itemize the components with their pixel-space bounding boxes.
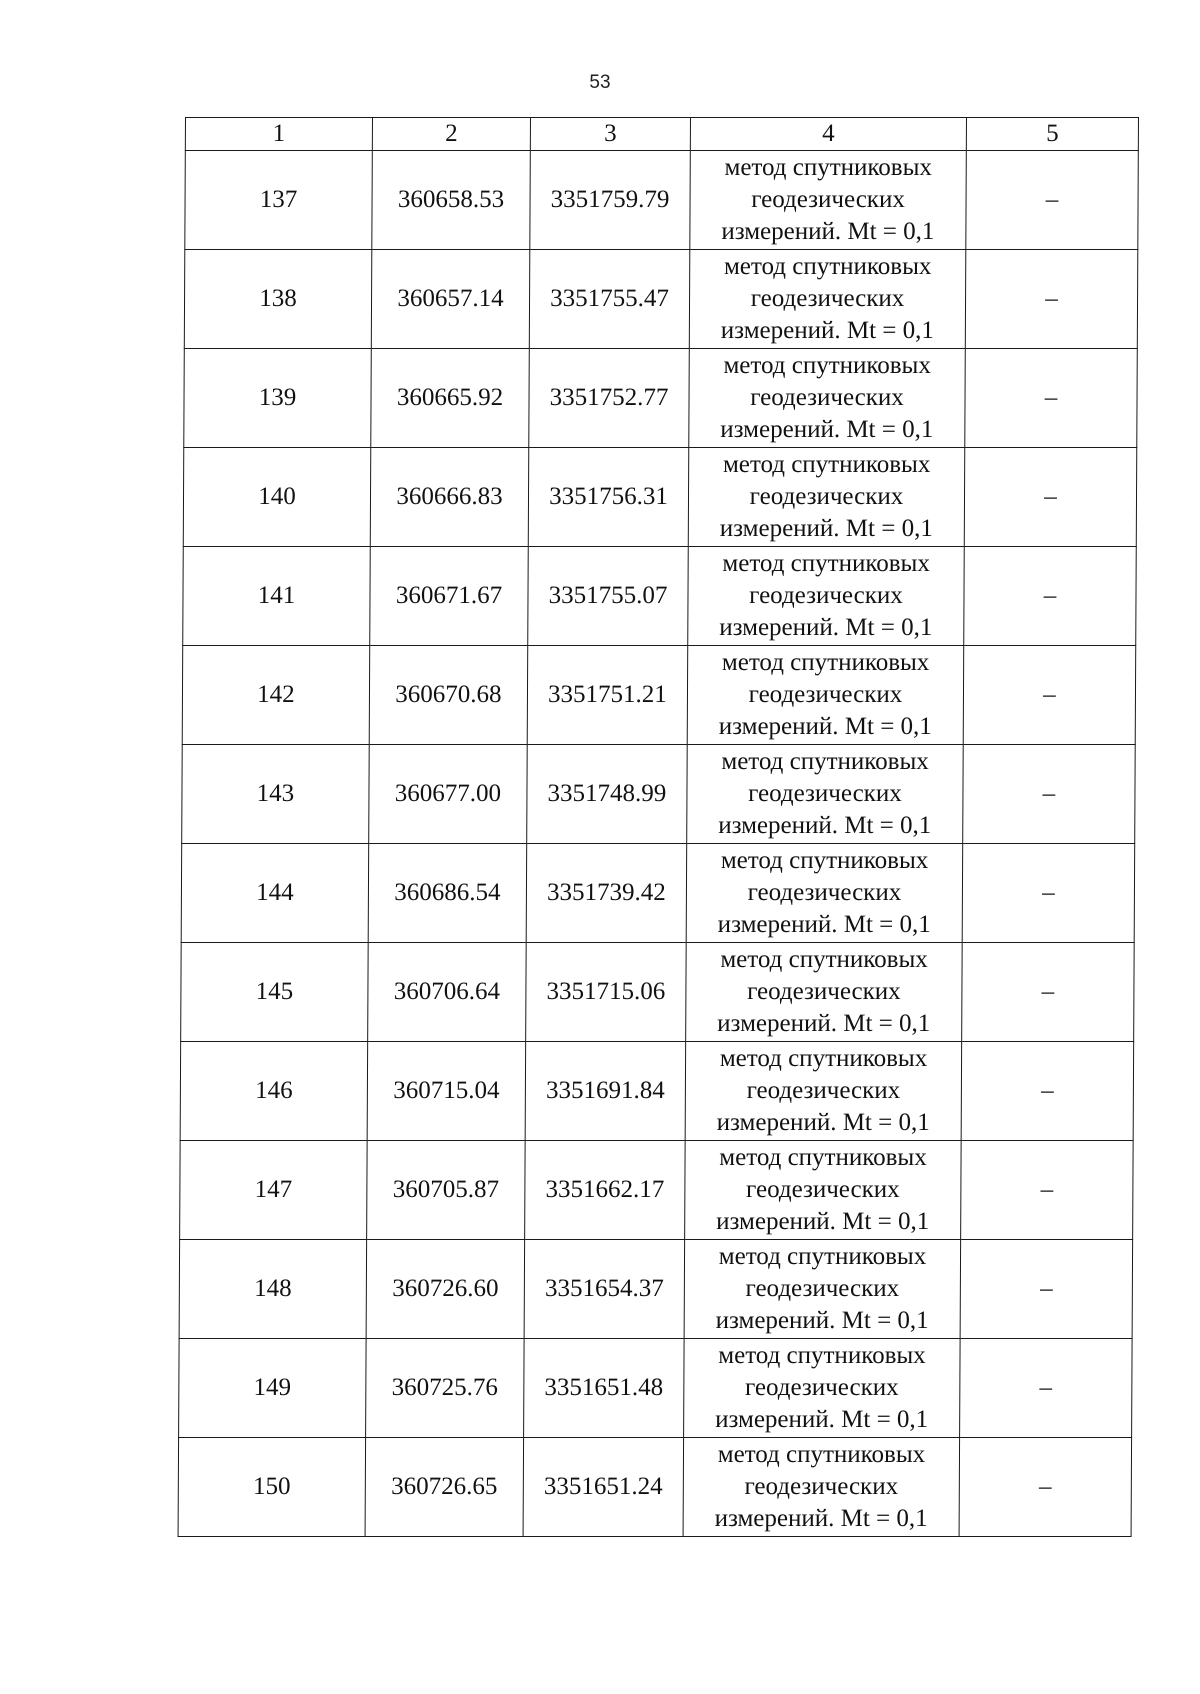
method-cell (683, 1438, 960, 1537)
method-line: измерений. Mt = 0,1 (718, 812, 932, 839)
y-coordinate-cell: 3351748.99 (527, 745, 688, 844)
note-cell: – (961, 1141, 1134, 1240)
table-row (182, 646, 1136, 745)
note-cell: – (966, 151, 1139, 250)
point-number-cell: 143 (182, 745, 370, 844)
x-coordinate-cell: 360726.60 (366, 1240, 525, 1339)
note-cell: – (963, 745, 1136, 844)
x-coordinate-cell: 360658.53 (372, 151, 531, 250)
method-cell (689, 250, 966, 349)
method-line: измерений. Mt = 0,1 (718, 713, 932, 740)
point-number-cell: 145 (181, 943, 369, 1042)
note-cell: – (965, 250, 1138, 349)
y-coordinate-cell: 3351756.31 (528, 448, 689, 547)
header-cell-4: 4 (690, 118, 966, 151)
table-row (183, 448, 1137, 547)
method-line: геодезических (747, 879, 902, 906)
method-line: измерений. Mt = 0,1 (720, 317, 934, 344)
method-line: геодезических (748, 681, 903, 708)
y-coordinate-cell: 3351651.24 (523, 1438, 684, 1537)
coordinates-table-container (185, 117, 1138, 1537)
method-line: геодезических (748, 780, 902, 807)
method-cell (687, 646, 964, 745)
method-line: измерений. Mt = 0,1 (715, 1307, 929, 1334)
y-coordinate-cell: 3351739.42 (526, 844, 687, 943)
point-number-cell: 146 (180, 1042, 368, 1141)
method-line: геодезических (749, 582, 903, 609)
x-coordinate-cell: 360670.68 (369, 646, 528, 745)
method-cell (688, 547, 965, 646)
x-coordinate-cell: 360725.76 (366, 1339, 525, 1438)
y-coordinate-cell: 3351751.21 (527, 646, 688, 745)
point-number-cell: 139 (184, 349, 372, 448)
method-line: геодезических (745, 1275, 900, 1302)
x-coordinate-cell: 360665.92 (371, 349, 530, 448)
table-row (178, 1438, 1132, 1537)
table-row (181, 943, 1135, 1042)
table-row (180, 1141, 1134, 1240)
method-line: метод спутниковых (723, 253, 932, 280)
table-row (179, 1240, 1133, 1339)
y-coordinate-cell: 3351662.17 (525, 1141, 686, 1240)
x-coordinate-cell: 360706.64 (368, 943, 527, 1042)
method-line: геодезических (750, 384, 904, 411)
method-line: метод спутниковых (719, 1045, 928, 1072)
header-cell-5: 5 (966, 118, 1138, 151)
coordinates-table (178, 117, 1139, 1537)
method-line: измерений. Mt = 0,1 (715, 1406, 929, 1433)
method-cell (685, 1141, 962, 1240)
x-coordinate-cell: 360715.04 (367, 1042, 526, 1141)
note-cell: – (960, 1240, 1133, 1339)
method-line: измерений. Mt = 0,1 (716, 1208, 930, 1235)
method-line: метод спутниковых (718, 1243, 927, 1270)
y-coordinate-cell: 3351755.47 (529, 250, 690, 349)
y-coordinate-cell: 3351654.37 (524, 1240, 685, 1339)
method-line: геодезических (744, 1374, 899, 1401)
method-line: метод спутниковых (724, 154, 933, 181)
method-line: метод спутниковых (722, 550, 930, 577)
method-line: метод спутниковых (718, 1342, 926, 1369)
page-number: 53 (589, 72, 611, 93)
table-row (181, 844, 1135, 943)
method-line: измерений. Mt = 0,1 (721, 218, 935, 245)
note-cell: – (964, 547, 1137, 646)
table-header (185, 118, 1138, 151)
method-cell (684, 1339, 961, 1438)
point-number-cell: 148 (179, 1240, 367, 1339)
method-cell (686, 943, 963, 1042)
note-cell: – (960, 1339, 1133, 1438)
table-row (184, 250, 1138, 349)
method-line: геодезических (747, 978, 901, 1005)
x-coordinate-cell: 360657.14 (371, 250, 530, 349)
table-row (183, 547, 1137, 646)
method-line: геодезических (746, 1077, 901, 1104)
method-line: геодезических (746, 1176, 900, 1203)
y-coordinate-cell: 3351715.06 (526, 943, 687, 1042)
note-cell: – (962, 943, 1135, 1042)
method-line: геодезических (751, 186, 905, 213)
x-coordinate-cell: 360677.00 (369, 745, 528, 844)
method-line: метод спутниковых (722, 451, 931, 478)
x-coordinate-cell: 360686.54 (368, 844, 527, 943)
note-cell: – (965, 349, 1138, 448)
y-coordinate-cell: 3351755.07 (528, 547, 689, 646)
point-number-cell: 144 (181, 844, 369, 943)
y-coordinate-cell: 3351651.48 (524, 1339, 685, 1438)
table-row (182, 745, 1136, 844)
method-cell (688, 448, 965, 547)
point-number-cell: 142 (182, 646, 370, 745)
note-cell: – (959, 1438, 1132, 1537)
table-row (184, 349, 1138, 448)
method-cell (685, 1042, 962, 1141)
method-line: геодезических (744, 1473, 899, 1500)
x-coordinate-cell: 360666.83 (370, 448, 529, 547)
header-row (185, 118, 1138, 151)
table-row (185, 151, 1139, 250)
point-number-cell: 140 (183, 448, 371, 547)
method-line: метод спутниковых (719, 1144, 927, 1171)
point-number-cell: 149 (179, 1339, 367, 1438)
point-number-cell: 150 (178, 1438, 366, 1537)
method-line: измерений. Mt = 0,1 (717, 1010, 931, 1037)
x-coordinate-cell: 360671.67 (370, 547, 529, 646)
method-cell (689, 349, 966, 448)
method-line: измерений. Mt = 0,1 (719, 515, 933, 542)
method-line: геодезических (750, 285, 905, 312)
method-cell (687, 745, 964, 844)
method-line: метод спутниковых (717, 1441, 926, 1468)
method-line: измерений. Mt = 0,1 (720, 416, 934, 443)
point-number-cell: 137 (185, 151, 373, 250)
method-line: метод спутниковых (720, 946, 928, 973)
method-line: измерений. Mt = 0,1 (716, 1109, 930, 1136)
point-number-cell: 141 (183, 547, 371, 646)
method-line: метод спутниковых (721, 748, 929, 775)
y-coordinate-cell: 3351759.79 (530, 151, 691, 250)
point-number-cell: 147 (180, 1141, 368, 1240)
header-cell-2: 2 (372, 118, 530, 151)
method-cell (684, 1240, 961, 1339)
method-line: метод спутниковых (721, 649, 930, 676)
method-line: метод спутниковых (723, 352, 931, 379)
header-cell-3: 3 (530, 118, 690, 151)
x-coordinate-cell: 360726.65 (365, 1438, 524, 1537)
table-body (178, 151, 1138, 1537)
method-cell (690, 151, 967, 250)
point-number-cell: 138 (184, 250, 372, 349)
table-row (179, 1339, 1133, 1438)
x-coordinate-cell: 360705.87 (367, 1141, 526, 1240)
method-line: измерений. Mt = 0,1 (719, 614, 933, 641)
note-cell: – (963, 646, 1136, 745)
table-row (180, 1042, 1134, 1141)
method-line: измерений. Mt = 0,1 (717, 911, 931, 938)
method-line: измерений. Mt = 0,1 (714, 1505, 928, 1532)
y-coordinate-cell: 3351691.84 (525, 1042, 686, 1141)
note-cell: – (964, 448, 1137, 547)
method-cell (686, 844, 963, 943)
y-coordinate-cell: 3351752.77 (529, 349, 690, 448)
header-cell-1: 1 (185, 118, 372, 151)
note-cell: – (961, 1042, 1134, 1141)
method-line: метод спутниковых (720, 847, 929, 874)
method-line: геодезических (749, 483, 904, 510)
note-cell: – (962, 844, 1135, 943)
